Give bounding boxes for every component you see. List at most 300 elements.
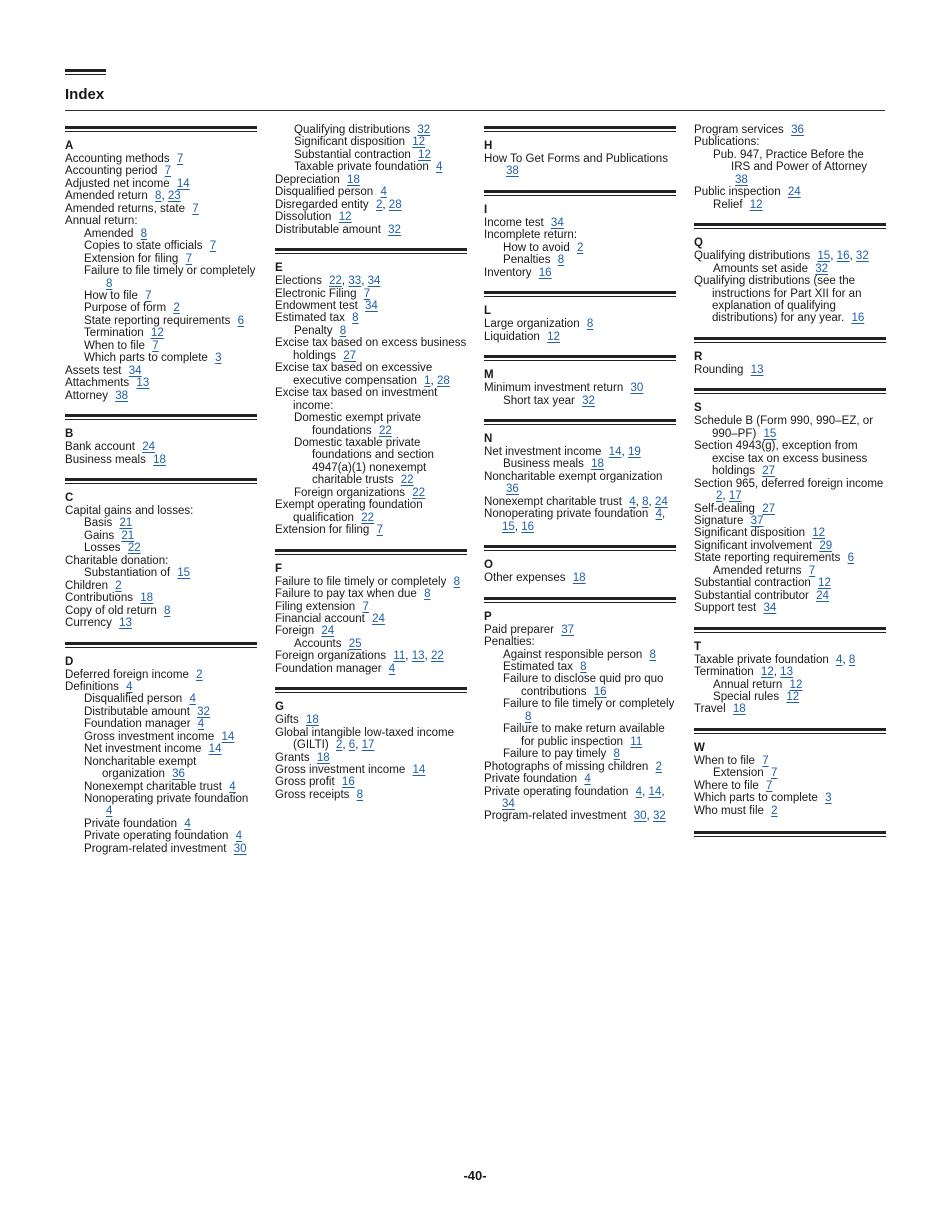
page-ref-list xyxy=(379,425,392,437)
entry-text: Relief xyxy=(713,198,743,211)
page-ref-list xyxy=(306,714,319,726)
page-ref-link[interactable]: 27 xyxy=(762,465,776,478)
page-ref-link[interactable]: 4 xyxy=(380,186,387,199)
section-gap xyxy=(694,325,886,335)
section-letter: F xyxy=(275,562,283,575)
page-ref-link[interactable]: 4 xyxy=(629,495,636,508)
entry-text: Gross investment income xyxy=(275,764,406,777)
page-ref-link[interactable]: 22 xyxy=(361,511,375,524)
page-ref-link[interactable]: 7 xyxy=(808,564,816,577)
page-ref-link[interactable]: 18 xyxy=(153,453,166,466)
page-ref-link[interactable]: 7 xyxy=(152,339,159,352)
page-ref-link[interactable]: 13 xyxy=(411,650,425,663)
page-ref-link[interactable]: 13 xyxy=(780,666,794,679)
entry-text: Attorney xyxy=(65,389,109,402)
page-ref-link[interactable]: 22 xyxy=(412,486,426,499)
page-ref-link[interactable]: 4 xyxy=(436,161,443,174)
page-ref-link[interactable]: 12 xyxy=(412,136,426,149)
entry-text: Extension xyxy=(713,767,764,780)
page-ref-link[interactable]: 8 xyxy=(164,604,171,617)
page-ref-list xyxy=(141,228,147,240)
page-ref-link[interactable]: 7 xyxy=(176,153,184,165)
entry-text: Termination xyxy=(694,666,754,679)
page-ref-link[interactable]: 15 xyxy=(817,250,831,263)
page-ref-link[interactable]: 34 xyxy=(550,216,564,229)
page-ref-list xyxy=(594,686,607,698)
page-ref-link[interactable]: 8 xyxy=(525,710,532,723)
page-ref-link[interactable]: 32 xyxy=(582,394,595,407)
page-ref-link[interactable]: 32 xyxy=(815,262,829,275)
page-ref-link[interactable]: 12 xyxy=(749,198,763,211)
entry-text: Rounding xyxy=(694,363,744,376)
index-section-t xyxy=(694,627,886,726)
page-ref-link[interactable]: 18 xyxy=(572,572,586,585)
page-ref-link[interactable]: 29 xyxy=(819,539,833,552)
page-ref-link[interactable]: 7 xyxy=(363,287,371,300)
page-ref-link[interactable]: 25 xyxy=(348,637,362,650)
index-entry xyxy=(484,382,676,394)
page-ref-link[interactable]: 14 xyxy=(221,730,235,743)
entry-text: Special rules xyxy=(713,690,780,703)
index-entry xyxy=(484,471,676,496)
page-ref-link[interactable]: 34 xyxy=(365,299,378,312)
page-ref-list xyxy=(362,601,368,613)
page-ref-link[interactable]: 13 xyxy=(750,363,764,376)
index-entry xyxy=(484,446,676,458)
section-gap xyxy=(484,823,676,833)
page-ref-list xyxy=(236,830,242,842)
index-section-m xyxy=(484,355,676,417)
page-ref-link[interactable]: 18 xyxy=(316,751,330,764)
entry-text: Global intangible low-taxed income (GILTI) xyxy=(275,726,455,752)
page-ref-list: 1, 28 xyxy=(424,374,450,387)
page-ref-link[interactable]: 8 xyxy=(642,495,649,508)
page-ref-list xyxy=(342,776,355,788)
top-rule xyxy=(65,69,106,72)
index-subentry xyxy=(694,767,886,779)
index-section-e xyxy=(275,248,467,547)
page-ref-link[interactable]: 14 xyxy=(608,445,622,458)
index-section-g xyxy=(275,687,467,811)
page-ref-link[interactable]: 7 xyxy=(145,289,152,302)
page-ref-link[interactable]: 37 xyxy=(750,514,764,527)
page-ref-link[interactable]: 7 xyxy=(164,165,172,178)
page-ref-link[interactable]: 22 xyxy=(400,474,414,487)
page-ref-link[interactable]: 11 xyxy=(630,735,643,748)
page-ref-link[interactable]: 2 xyxy=(771,804,778,817)
page-ref-link[interactable]: 18 xyxy=(140,592,154,605)
page-ref-link[interactable]: 30 xyxy=(630,382,644,395)
entry-text: Publications: xyxy=(694,136,760,149)
page-ref-link[interactable]: 12 xyxy=(818,577,831,590)
page-ref-link[interactable]: 4 xyxy=(235,830,243,843)
page-ref-list xyxy=(656,761,662,773)
entry-text: Gross profit xyxy=(275,776,335,789)
page-ref-link[interactable]: 38 xyxy=(735,173,748,186)
section-gap xyxy=(275,801,467,811)
entry-text: Taxable private foundation xyxy=(294,161,429,174)
page-ref-link[interactable]: 6 xyxy=(237,314,244,327)
entry-text: Copies to state officials xyxy=(84,240,203,253)
entry-text: Deferred foreign income xyxy=(65,668,189,681)
index-entry xyxy=(694,364,886,376)
page-ref-link[interactable]: 22 xyxy=(329,275,342,288)
page-ref-link[interactable]: 16 xyxy=(341,776,355,789)
entry-text: Failure to pay timely xyxy=(503,748,607,761)
page-ref-link[interactable]: 4 xyxy=(388,662,396,675)
entry-text: Penalties: xyxy=(484,636,535,649)
page-ref-link[interactable]: 33 xyxy=(348,275,362,288)
page-ref-link[interactable]: 32 xyxy=(388,223,401,236)
page-ref-link[interactable]: 21 xyxy=(119,517,133,530)
page-ref-list xyxy=(762,755,768,767)
page-ref-link[interactable]: 18 xyxy=(732,703,746,716)
page-ref-link[interactable]: 4 xyxy=(126,680,133,693)
page-ref-link[interactable]: 4 xyxy=(635,785,643,798)
section-rule xyxy=(65,642,257,648)
index-entry xyxy=(65,441,257,453)
entry-text: Domestic exempt private foundations xyxy=(294,412,422,437)
index-section-o xyxy=(484,545,676,594)
entry-text: Qualifying distributions xyxy=(294,124,411,136)
page-ref-list xyxy=(412,487,425,499)
page-ref-link[interactable]: 28 xyxy=(388,198,402,211)
page-ref-list: 4, 15, 16 xyxy=(502,508,666,533)
page-ref-link[interactable]: 4 xyxy=(106,805,113,818)
index-subentry xyxy=(65,240,257,252)
section-gap xyxy=(694,211,886,221)
page-ref-link[interactable]: 13 xyxy=(136,377,150,390)
page-ref-link[interactable]: 12 xyxy=(338,211,352,224)
index-entry xyxy=(65,605,257,617)
entry-text: Minimum investment return xyxy=(484,382,624,395)
page-ref-link[interactable]: 16 xyxy=(521,520,535,533)
page-ref-list xyxy=(751,515,764,527)
page-ref-link[interactable]: 8 xyxy=(580,660,587,673)
page-ref-link[interactable]: 15 xyxy=(502,520,515,533)
page-ref-list xyxy=(380,186,386,198)
page-ref-link[interactable]: 17 xyxy=(728,490,742,503)
entry-text: Nonoperating private foundation xyxy=(84,793,249,806)
page-ref-link[interactable]: 22 xyxy=(378,424,392,437)
entry-text: Failure to file timely or completely xyxy=(503,698,675,711)
index-entry xyxy=(65,203,257,215)
page-ref-list xyxy=(580,661,586,673)
section-letter: A xyxy=(65,140,74,152)
page-ref-link[interactable]: 34 xyxy=(367,275,381,288)
page-ref-link[interactable]: 14 xyxy=(208,743,222,756)
page-ref-link[interactable]: 32 xyxy=(652,810,666,823)
entry-text: Substantial contraction xyxy=(294,148,411,161)
index-entry xyxy=(694,515,886,527)
index-entry xyxy=(484,331,676,343)
page-ref-link[interactable]: 1 xyxy=(424,374,431,387)
page-ref-link[interactable]: 3 xyxy=(825,792,832,805)
page-ref-link[interactable]: 32 xyxy=(855,250,869,263)
index-subentry xyxy=(65,352,257,364)
page-ref-link[interactable]: 8 xyxy=(613,748,620,761)
page-ref-link[interactable]: 24 xyxy=(654,495,668,508)
index-section-continued xyxy=(275,124,467,246)
index-subentry xyxy=(694,199,886,211)
page-ref-link[interactable]: 8 xyxy=(848,653,856,666)
page-ref-link[interactable]: 8 xyxy=(586,318,594,331)
entry-text: Section 965, deferred foreign income xyxy=(694,477,884,490)
index-subentry xyxy=(65,818,257,830)
page-ref-link[interactable]: 34 xyxy=(502,797,515,810)
index-entry xyxy=(275,576,467,588)
section-rule xyxy=(275,549,467,555)
index-section-s xyxy=(694,388,886,624)
page-ref-link[interactable]: 28 xyxy=(436,374,450,387)
page-ref-link[interactable]: 3 xyxy=(215,352,222,365)
page-ref-link[interactable]: 23 xyxy=(167,190,181,203)
index-section-c xyxy=(65,478,257,640)
section-rule xyxy=(484,190,676,196)
page-ref-link[interactable]: 4 xyxy=(655,508,662,521)
page-ref-link[interactable]: 12 xyxy=(547,330,560,343)
page-ref-list xyxy=(506,165,519,177)
page-ref-link[interactable]: 2 xyxy=(115,579,122,592)
index-entry xyxy=(484,508,676,533)
page-ref-link[interactable]: 30 xyxy=(233,842,247,855)
page-ref-link[interactable]: 8 xyxy=(356,788,364,801)
page-ref-link[interactable]: 13 xyxy=(119,617,132,630)
section-letter: B xyxy=(65,428,74,441)
index-entry xyxy=(484,624,676,636)
page-ref-link[interactable]: 19 xyxy=(627,445,641,458)
entry-text: Against responsible person xyxy=(503,648,643,661)
page-ref-link[interactable]: 16 xyxy=(851,312,865,325)
entry-text: Amounts set aside xyxy=(713,262,808,275)
index-entry xyxy=(65,681,257,693)
page-ref-link[interactable]: 8 xyxy=(155,190,162,203)
page-ref-link[interactable]: 14 xyxy=(176,177,190,190)
section-letter: N xyxy=(484,432,493,445)
entry-text: Copy of old return xyxy=(65,604,157,617)
index-subentry xyxy=(484,458,676,470)
entry-text: Excise tax based on excess business holdings xyxy=(275,337,467,362)
section-gap xyxy=(65,402,257,412)
page-ref-list xyxy=(165,165,171,177)
page-ref-link[interactable]: 24 xyxy=(787,186,801,199)
page-ref-list xyxy=(812,527,825,539)
page-ref-link[interactable]: 22 xyxy=(127,542,141,555)
page-ref-link[interactable]: 11 xyxy=(393,650,406,663)
page-ref-link[interactable]: 4 xyxy=(229,780,236,793)
page-ref-link[interactable]: 6 xyxy=(348,739,356,752)
entry-text: Significant disposition xyxy=(294,136,406,149)
page-ref-link[interactable]: 16 xyxy=(836,250,850,263)
entry-text: Support test xyxy=(694,602,757,615)
page-ref-link[interactable]: 2 xyxy=(375,198,383,211)
page-ref-list xyxy=(126,681,132,693)
page-ref-link[interactable]: 7 xyxy=(766,779,773,792)
page-ref-link[interactable]: 24 xyxy=(372,612,385,625)
entry-text: Excise tax based on investment income: xyxy=(275,387,438,412)
page-ref-link[interactable]: 7 xyxy=(770,767,778,780)
page-ref-link[interactable]: 2 xyxy=(576,241,584,254)
index-entry xyxy=(275,186,467,198)
page-ref-link[interactable]: 32 xyxy=(197,705,210,718)
page-ref-list xyxy=(209,743,222,755)
page-ref-link[interactable]: 18 xyxy=(591,458,604,471)
page-ref-list xyxy=(630,736,642,748)
page-ref-link[interactable]: 32 xyxy=(417,124,431,136)
page-ref-link[interactable]: 38 xyxy=(115,389,129,402)
page-ref-link[interactable]: 36 xyxy=(172,768,185,781)
page-ref-link[interactable]: 22 xyxy=(430,650,444,663)
entry-text: When to file xyxy=(694,754,755,767)
entry-text: Short tax year xyxy=(503,394,575,407)
page-ref-link[interactable]: 7 xyxy=(362,600,369,613)
page-ref-link[interactable]: 2 xyxy=(335,739,343,752)
page-ref-link[interactable]: 37 xyxy=(561,623,575,636)
page-ref-link[interactable]: 4 xyxy=(184,817,191,830)
page-ref-link[interactable]: 8 xyxy=(339,324,347,337)
index-section-l xyxy=(484,291,676,353)
entry-text: Self-dealing xyxy=(694,502,755,515)
entry-text: Income test xyxy=(484,216,544,229)
page-ref-list xyxy=(106,805,112,817)
page-ref-link[interactable]: 34 xyxy=(128,364,142,377)
page-ref-link[interactable]: 8 xyxy=(352,312,359,325)
page-ref-link[interactable]: 6 xyxy=(847,552,854,565)
index-entry xyxy=(65,377,257,389)
page-number: -40- xyxy=(463,1168,487,1183)
page-ref-link[interactable]: 4 xyxy=(584,773,591,786)
page-ref-link[interactable]: 7 xyxy=(209,240,217,253)
section-gap xyxy=(694,817,886,827)
page-ref-link[interactable]: 12 xyxy=(150,327,164,340)
index-entry xyxy=(65,178,257,190)
page-ref-link[interactable]: 16 xyxy=(538,266,552,279)
entry-text: Failure to disclose quid pro quo contributions xyxy=(503,673,664,698)
page-ref-link[interactable]: 12 xyxy=(760,666,774,679)
page-ref-link[interactable]: 4 xyxy=(189,693,196,706)
page-ref-link[interactable]: 21 xyxy=(121,529,135,542)
page-ref-link[interactable]: 8 xyxy=(649,648,656,661)
page-ref-link[interactable]: 15 xyxy=(763,427,777,440)
entry-text: Program-related investment xyxy=(484,810,627,823)
page-ref-list xyxy=(762,465,775,477)
page-ref-link[interactable]: 12 xyxy=(418,148,431,161)
entry-text: Substantiation of xyxy=(84,567,171,580)
page-ref-list xyxy=(584,773,590,785)
page-ref-list xyxy=(222,731,235,743)
page-ref-link[interactable]: 4 xyxy=(836,653,843,666)
entry-text: Termination xyxy=(84,327,144,340)
page-ref-list xyxy=(177,153,183,165)
entry-text: Estimated tax xyxy=(503,660,573,673)
page-ref-link[interactable]: 12 xyxy=(789,678,803,691)
page-ref-link[interactable]: 14 xyxy=(648,785,662,798)
page-ref-list xyxy=(816,590,829,602)
entry-text: Accounting methods xyxy=(65,153,170,165)
page-ref-link[interactable]: 14 xyxy=(412,764,426,777)
page-ref-link[interactable]: 30 xyxy=(633,810,647,823)
page-ref-link[interactable]: 7 xyxy=(376,524,383,537)
index-entry xyxy=(65,617,257,629)
index-entry xyxy=(65,365,257,377)
page-ref-link[interactable]: 12 xyxy=(812,527,826,540)
page-ref-link[interactable]: 8 xyxy=(453,575,460,588)
page-ref-link[interactable]: 4 xyxy=(197,718,205,731)
index-subentry xyxy=(484,242,676,254)
index-entry xyxy=(694,440,886,477)
page-ref-link[interactable]: 2 xyxy=(716,490,723,503)
page-ref-link[interactable]: 8 xyxy=(106,277,113,290)
page-ref-link[interactable]: 24 xyxy=(321,625,335,638)
index-entry xyxy=(694,136,886,148)
page-ref-link[interactable]: 18 xyxy=(347,173,360,186)
page-ref-link[interactable]: 24 xyxy=(816,589,829,602)
page-ref-list xyxy=(115,390,128,402)
page-ref-link[interactable]: 18 xyxy=(305,714,319,727)
page-ref-link[interactable]: 8 xyxy=(557,254,565,267)
page-ref-link[interactable]: 12 xyxy=(786,690,800,703)
entry-text: Contributions xyxy=(65,592,134,605)
page-ref-link[interactable]: 2 xyxy=(173,302,180,315)
page-ref-link[interactable]: 7 xyxy=(192,202,199,215)
section-letter: T xyxy=(694,640,702,653)
page-ref-link[interactable]: 7 xyxy=(185,252,192,265)
page-ref-list xyxy=(321,625,334,637)
page-ref-list xyxy=(172,768,185,780)
page-ref-link[interactable]: 8 xyxy=(424,588,431,601)
entry-text: Liquidation xyxy=(484,330,540,343)
entry-text: Program-related investment xyxy=(84,842,227,855)
page-ref-link[interactable]: 16 xyxy=(593,685,607,698)
index-subentry xyxy=(65,731,257,743)
entry-text: Private operating foundation xyxy=(484,785,629,798)
section-letter: P xyxy=(484,610,492,623)
entry-text: Disqualified person xyxy=(275,186,374,199)
index-subentry xyxy=(65,265,257,290)
page-ref-link[interactable]: 15 xyxy=(177,567,191,580)
index-section-d xyxy=(65,642,257,866)
entry-text: Gross receipts xyxy=(275,788,350,801)
page-ref-link[interactable]: 17 xyxy=(361,739,375,752)
end-rule xyxy=(694,831,886,837)
page-ref-link[interactable]: 27 xyxy=(762,502,776,515)
index-entry xyxy=(694,755,886,767)
page-ref-link[interactable]: 36 xyxy=(506,483,519,496)
index-entry xyxy=(275,714,467,726)
section-rule xyxy=(484,597,676,603)
index-entry xyxy=(694,654,886,666)
page-ref-link[interactable]: 38 xyxy=(506,165,519,178)
index-entry xyxy=(694,792,886,804)
section-gap xyxy=(484,178,676,188)
index-entry xyxy=(65,190,257,202)
page-ref-list xyxy=(136,377,149,389)
page-ref-link[interactable]: 2 xyxy=(655,760,662,773)
page-ref-link[interactable]: 2 xyxy=(196,668,203,681)
page-ref-link[interactable]: 27 xyxy=(343,349,357,362)
page-ref-link[interactable]: 34 xyxy=(763,602,777,615)
section-gap xyxy=(275,675,467,685)
page-ref-link[interactable]: 36 xyxy=(791,124,804,136)
page-ref-link[interactable]: 7 xyxy=(762,754,769,767)
page-ref-link[interactable]: 24 xyxy=(142,441,156,454)
page-ref-list xyxy=(196,669,202,681)
index-subentry xyxy=(484,723,676,748)
page-ref-link[interactable]: 8 xyxy=(140,227,148,240)
index-entry xyxy=(484,267,676,279)
entry-text: Nonexempt charitable trust xyxy=(484,495,622,508)
index-subentry xyxy=(275,437,467,487)
